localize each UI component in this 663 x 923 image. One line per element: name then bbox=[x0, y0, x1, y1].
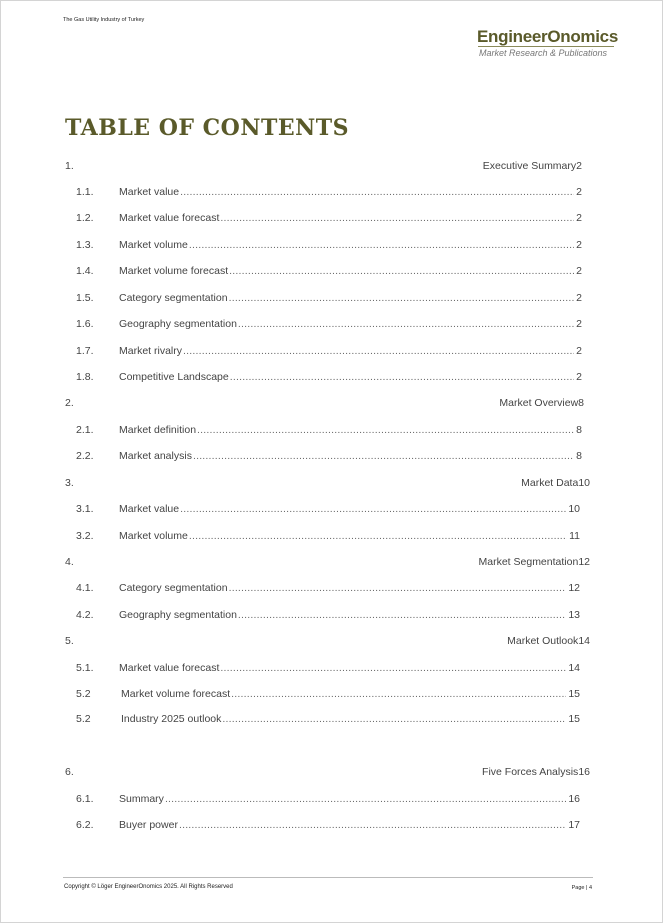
toc-entry-body bbox=[119, 581, 580, 595]
toc-entry-row[interactable] bbox=[0, 211, 663, 225]
toc-entry-page: 10 bbox=[568, 503, 580, 515]
toc-entry-number: 1.2. bbox=[76, 212, 94, 224]
toc-entry-row[interactable] bbox=[0, 370, 663, 384]
toc-entry-row[interactable] bbox=[0, 608, 663, 622]
toc-dot-leader bbox=[189, 529, 567, 543]
toc-entry-row[interactable] bbox=[0, 449, 663, 463]
toc-entry-title: Market volume forecast bbox=[119, 265, 229, 277]
toc-section-title-text: Executive Summary bbox=[482, 160, 577, 172]
toc-section-row[interactable] bbox=[0, 555, 663, 569]
toc-entry-number: 6.1. bbox=[76, 793, 94, 805]
toc-entry-row[interactable] bbox=[0, 185, 663, 199]
toc-entry-body bbox=[119, 423, 582, 437]
toc-dot-leader bbox=[180, 502, 566, 516]
toc-section-page: 16 bbox=[578, 766, 590, 778]
toc-dot-leader bbox=[231, 687, 566, 701]
toc-entry-title: Market definition bbox=[119, 424, 197, 436]
toc-entry-body bbox=[121, 687, 580, 701]
toc-entry-title: Buyer power bbox=[119, 819, 178, 831]
toc-entry-page: 2 bbox=[576, 318, 582, 330]
toc-entry-row[interactable] bbox=[0, 317, 663, 331]
toc-entry-number: 3.2. bbox=[76, 530, 94, 542]
toc-entry-title: Market value bbox=[119, 186, 180, 198]
toc-section-row[interactable] bbox=[0, 476, 663, 490]
toc-dot-leader bbox=[238, 608, 566, 622]
toc-section-number: 6. bbox=[65, 766, 74, 778]
toc-entry-page: 2 bbox=[576, 186, 582, 198]
toc-entry-title: Category segmentation bbox=[119, 582, 228, 594]
toc-section-page: 2 bbox=[576, 160, 582, 172]
toc-section-page: 10 bbox=[578, 477, 590, 489]
toc-section-number: 3. bbox=[65, 477, 74, 489]
toc-dot-leader bbox=[222, 712, 566, 726]
toc-section-title-text: Market Data bbox=[521, 477, 579, 489]
toc-entry-page: 2 bbox=[576, 239, 582, 251]
toc-dot-leader bbox=[229, 581, 567, 595]
toc-entry-row[interactable] bbox=[0, 792, 663, 806]
toc-entry-number: 1.7. bbox=[76, 345, 94, 357]
toc-entry-body bbox=[119, 185, 582, 199]
toc-entry-row[interactable] bbox=[0, 291, 663, 305]
toc-entry-body bbox=[119, 291, 582, 305]
toc-entry-body bbox=[119, 661, 580, 675]
toc-entry-body bbox=[121, 712, 580, 726]
toc-entry-number: 1.1. bbox=[76, 186, 94, 198]
toc-section-title bbox=[479, 555, 591, 569]
toc-entry-number: 1.6. bbox=[76, 318, 94, 330]
toc-section-page: 8 bbox=[578, 397, 584, 409]
toc-entry-title: Market value forecast bbox=[119, 662, 220, 674]
toc-entry-title: Competitive Landscape bbox=[119, 371, 229, 383]
toc-dot-leader bbox=[180, 185, 574, 199]
toc-entry-page: 11 bbox=[569, 530, 580, 542]
toc-entry-body bbox=[119, 818, 580, 832]
toc-entry-title: Summary bbox=[119, 793, 164, 805]
toc-entry-body bbox=[119, 502, 580, 516]
toc-entry-row[interactable] bbox=[0, 687, 663, 701]
toc-entry-number: 4.2. bbox=[76, 609, 94, 621]
toc-dot-leader bbox=[238, 317, 574, 331]
toc-dot-leader bbox=[229, 264, 574, 278]
toc-section-title-text: Five Forces Analysis bbox=[482, 766, 579, 778]
footer-copyright: Copyright © Löger EngineerOnomics 2025. All Rights Reserved bbox=[64, 884, 233, 890]
toc-section-row[interactable] bbox=[0, 634, 663, 648]
toc-section-number: 1. bbox=[65, 160, 74, 172]
toc-entry-number: 3.1. bbox=[76, 503, 94, 515]
footer-page-number: Page | 4 bbox=[571, 885, 592, 891]
toc-dot-leader bbox=[230, 370, 574, 384]
toc-section-title-text: Market Overview bbox=[499, 397, 579, 409]
toc-entry-row[interactable] bbox=[0, 818, 663, 832]
toc-entry-body bbox=[119, 344, 582, 358]
toc-dot-leader bbox=[197, 423, 574, 437]
toc-section-title bbox=[521, 476, 590, 490]
toc-entry-page: 12 bbox=[568, 582, 580, 594]
toc-entry-page: 2 bbox=[576, 265, 582, 277]
toc-section-row[interactable] bbox=[0, 159, 663, 173]
toc-section-title bbox=[483, 159, 582, 173]
toc-section-number: 5. bbox=[65, 635, 74, 647]
toc-entry-page: 15 bbox=[568, 713, 580, 725]
header-document-title: The Gas Utility Industry of Turkey bbox=[63, 17, 145, 23]
toc-entry-row[interactable] bbox=[0, 502, 663, 516]
logo-underline bbox=[478, 46, 614, 47]
toc-entry-body bbox=[119, 317, 582, 331]
toc-dot-leader bbox=[165, 792, 566, 806]
toc-entry-number: 5.2 bbox=[76, 713, 91, 725]
toc-entry-title: Industry 2025 outlook bbox=[121, 713, 222, 725]
toc-entry-page: 2 bbox=[576, 292, 582, 304]
toc-section-page: 14 bbox=[578, 635, 590, 647]
toc-entry-number: 2.1. bbox=[76, 424, 94, 436]
toc-dot-leader bbox=[189, 238, 574, 252]
toc-entry-number: 1.5. bbox=[76, 292, 94, 304]
toc-dot-leader bbox=[220, 211, 574, 225]
toc-entry-page: 2 bbox=[576, 345, 582, 357]
toc-entry-body bbox=[119, 238, 582, 252]
toc-section-title-text: Market Outlook bbox=[507, 635, 579, 647]
toc-dot-leader bbox=[220, 661, 566, 675]
toc-entry-page: 17 bbox=[568, 819, 580, 831]
toc-entry-row[interactable] bbox=[0, 712, 663, 726]
toc-entry-body bbox=[119, 529, 580, 543]
toc-entry-number: 5.2 bbox=[76, 688, 91, 700]
toc-entry-number: 1.4. bbox=[76, 265, 94, 277]
toc-entry-body bbox=[119, 264, 582, 278]
toc-entry-row[interactable] bbox=[0, 529, 663, 543]
toc-entry-body bbox=[119, 370, 582, 384]
toc-entry-body bbox=[119, 792, 580, 806]
toc-entry-row[interactable] bbox=[0, 581, 663, 595]
toc-entry-title: Geography segmentation bbox=[119, 609, 237, 621]
toc-entry-number: 2.2. bbox=[76, 450, 94, 462]
logo-wordmark: EngineerOnomics bbox=[477, 27, 618, 46]
toc-entry-title: Market value forecast bbox=[119, 212, 220, 224]
toc-entry-row[interactable] bbox=[0, 344, 663, 358]
toc-entry-body bbox=[119, 211, 582, 225]
toc-section-title-text: Market Segmentation bbox=[478, 556, 579, 568]
toc-entry-number: 4.1. bbox=[76, 582, 94, 594]
toc-entry-page: 8 bbox=[576, 450, 582, 462]
logo-tagline: Market Research & Publications bbox=[479, 48, 608, 58]
toc-section-title bbox=[507, 634, 590, 648]
toc-entry-body bbox=[119, 449, 582, 463]
toc-section-number: 2. bbox=[65, 397, 74, 409]
toc-entry-page: 13 bbox=[568, 609, 580, 621]
toc-heading: TABLE OF CONTENTS bbox=[65, 115, 349, 141]
toc-dot-leader bbox=[193, 449, 574, 463]
toc-entry-title: Market rivalry bbox=[119, 345, 183, 357]
toc-entry-row[interactable] bbox=[0, 423, 663, 437]
toc-section-page: 12 bbox=[578, 556, 590, 568]
toc-dot-leader bbox=[183, 344, 574, 358]
toc-section-title bbox=[482, 765, 590, 779]
toc-entry-number: 5.1. bbox=[76, 662, 94, 674]
toc-entry-page: 16 bbox=[568, 793, 580, 805]
toc-entry-row[interactable] bbox=[0, 264, 663, 278]
toc-section-number: 4. bbox=[65, 556, 74, 568]
toc-entry-page: 14 bbox=[568, 662, 580, 674]
toc-entry-row[interactable] bbox=[0, 238, 663, 252]
toc-entry-body bbox=[119, 608, 580, 622]
toc-entry-page: 15 bbox=[568, 688, 580, 700]
footer-divider bbox=[63, 877, 593, 878]
toc-entry-title: Market value bbox=[119, 503, 180, 515]
toc-entry-page: 2 bbox=[576, 371, 582, 383]
toc-section-title bbox=[499, 396, 584, 410]
toc-entry-number: 1.8. bbox=[76, 371, 94, 383]
toc-entry-page: 8 bbox=[576, 424, 582, 436]
toc-entry-number: 1.3. bbox=[76, 239, 94, 251]
toc-entry-row[interactable] bbox=[0, 661, 663, 675]
toc-entry-title: Geography segmentation bbox=[119, 318, 237, 330]
toc-section-row[interactable] bbox=[0, 765, 663, 779]
toc-entry-number: 6.2. bbox=[76, 819, 94, 831]
toc-section-row[interactable] bbox=[0, 396, 663, 410]
toc-entry-title: Market volume forecast bbox=[121, 688, 231, 700]
toc-dot-leader bbox=[179, 818, 566, 832]
toc-entry-title: Market volume bbox=[119, 530, 188, 542]
toc-dot-leader bbox=[229, 291, 575, 305]
toc-entry-page: 2 bbox=[576, 212, 582, 224]
toc-entry-title: Market volume bbox=[119, 239, 188, 251]
toc-entry-title: Market analysis bbox=[119, 450, 192, 462]
toc-entry-title: Category segmentation bbox=[119, 292, 228, 304]
